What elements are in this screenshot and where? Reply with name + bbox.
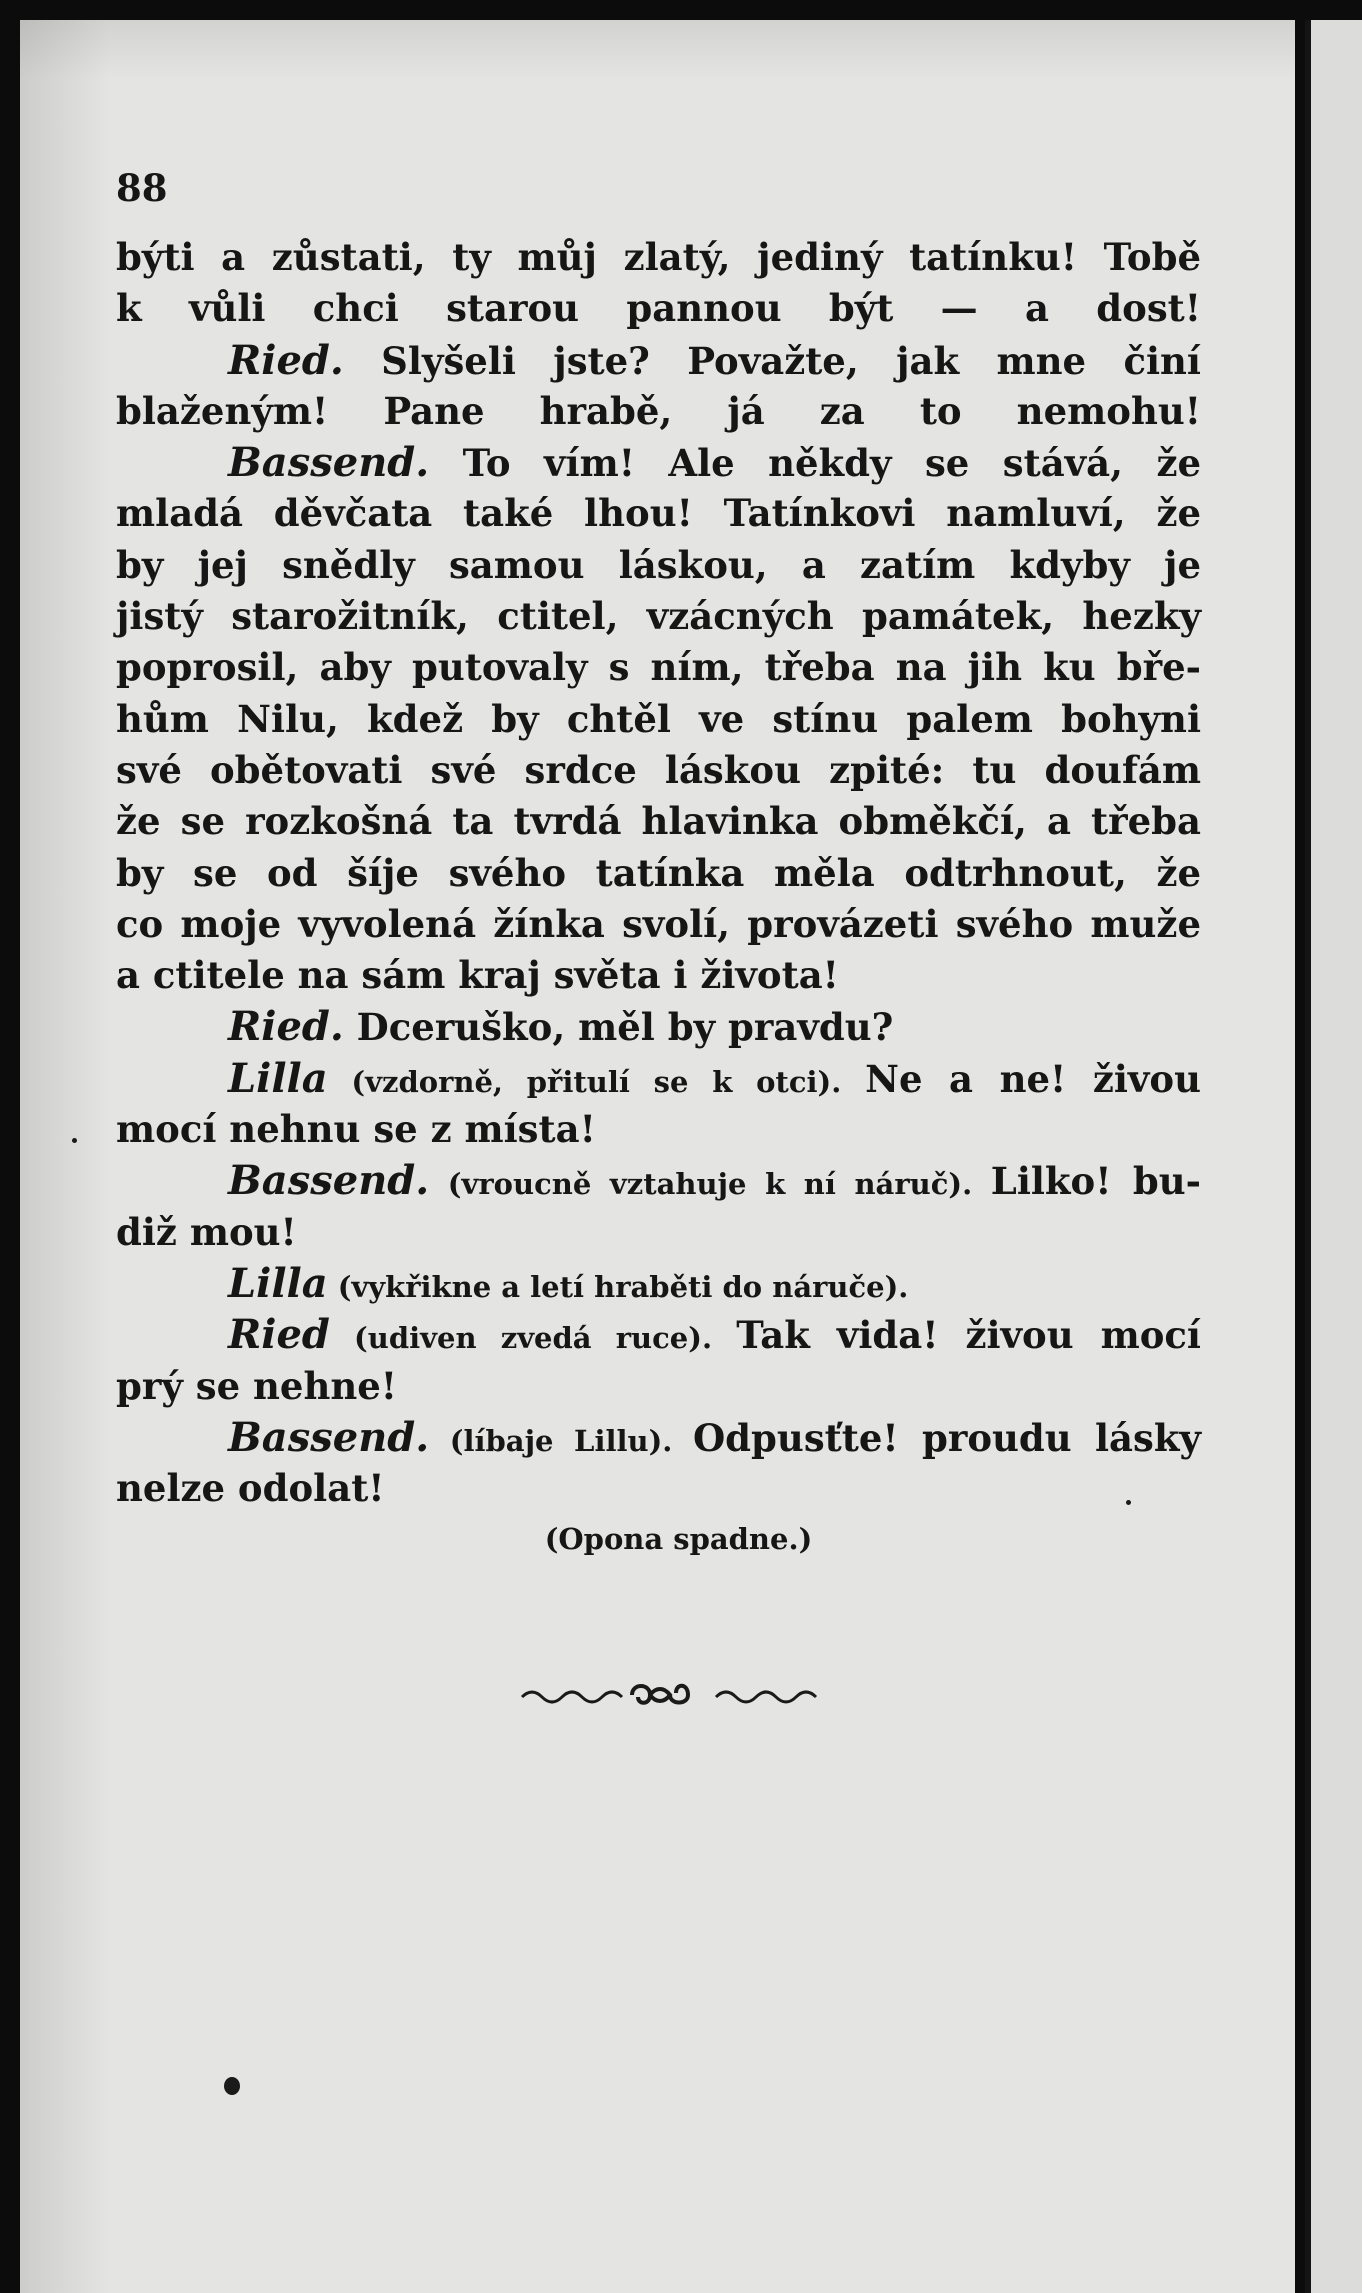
line-text: mocí nehnu se z místa! — [116, 1107, 596, 1152]
line-text: by se od šíje svého tatínka měla odtrhnout, že — [116, 850, 1201, 895]
speaker-name: Ried. — [228, 1003, 344, 1051]
text-line — [116, 1361, 1201, 1412]
text-line — [116, 1258, 1201, 1309]
text-line — [116, 1155, 1201, 1206]
text-line — [116, 386, 1201, 437]
stage-direction: (udiven zvedá ruce). — [329, 1321, 737, 1356]
text-line — [116, 1001, 1201, 1052]
text-line — [116, 1207, 1201, 1258]
play-text — [116, 232, 1201, 1566]
line-text: jistý starožitník, ctitel, vzácných památek, hezky — [116, 594, 1201, 639]
line-text: To vím! Ale někdy se stává, že — [429, 441, 1201, 486]
line-text: by jej snědly samou láskou, a zatím kdyby je — [116, 542, 1201, 587]
curtain-note — [116, 1514, 1201, 1565]
stage-direction: (líbaje Lillu). — [429, 1423, 693, 1458]
speaker-name: Lilla — [228, 1259, 328, 1307]
text-line — [116, 796, 1201, 847]
text-line — [116, 642, 1201, 693]
stage-direction: (Opona spadne.) — [544, 1522, 813, 1557]
text-line — [116, 1412, 1201, 1463]
line-text: diž mou! — [116, 1209, 297, 1254]
text-line — [116, 745, 1201, 796]
text-line — [116, 437, 1201, 488]
line-text: prý se nehne! — [116, 1363, 398, 1408]
end-ornament-icon — [520, 1675, 840, 1715]
text-line — [116, 694, 1201, 745]
line-text: Lilko! bu- — [990, 1159, 1201, 1204]
line-text: že se rozkošná ta tvrdá hlavinka obměkčí, a třeba — [116, 799, 1201, 844]
stage-direction: (vzdorně, přitulí se k otci). — [327, 1064, 866, 1099]
text-line — [116, 335, 1201, 386]
line-text: hům Nilu, kdež by chtěl ve stínu palem bohyni — [116, 696, 1201, 741]
ink-speck — [72, 1138, 77, 1143]
speaker-name: Lilla — [228, 1054, 328, 1102]
line-text: k vůli chci starou pannou být — a dost! — [116, 286, 1201, 331]
line-text: Dceruško, měl by pravdu? — [343, 1005, 894, 1050]
line-text: Slyšeli jste? Považte, jak mne činí — [343, 338, 1201, 383]
line-text: Odpusťte! proudu lásky — [692, 1415, 1201, 1460]
book-page — [20, 20, 1295, 2293]
line-text: a ctitele na sám kraj světa i života! — [116, 953, 839, 998]
text-line — [116, 232, 1201, 283]
text-line — [116, 1104, 1201, 1155]
text-line — [116, 591, 1201, 642]
line-text: Tak vida! živou mocí — [736, 1313, 1201, 1358]
speaker-name: Bassend. — [228, 1413, 430, 1461]
next-page-edge — [1305, 20, 1362, 2293]
line-text: býti a zůstati, ty můj zlatý, jediný tatínku! Tobě — [116, 235, 1201, 279]
line-text: mladá děvčata také lhou! Tatínkovi namluví, že — [116, 491, 1201, 536]
speaker-name: Bassend. — [228, 439, 430, 487]
ink-speck — [224, 2077, 240, 2095]
text-line — [116, 1309, 1201, 1360]
text-line — [116, 1463, 1201, 1514]
line-text: poprosil, aby putovaly s ním, třeba na jih ku bře- — [116, 645, 1201, 690]
line-text: Ne a ne! živou — [865, 1056, 1202, 1101]
text-line — [116, 283, 1201, 334]
speaker-name: Ried. — [228, 336, 344, 384]
stage-direction: (vroucně vztahuje k ní náruč). — [429, 1167, 991, 1202]
line-text: nelze odolat! — [116, 1466, 385, 1511]
line-text: co moje vyvolená žínka svolí, provázeti svého muže — [116, 901, 1201, 946]
top-edge-shadow — [20, 20, 1295, 80]
text-line — [116, 488, 1201, 539]
text-line — [116, 848, 1201, 899]
line-text: blaženým! Pane hrabě, já za to nemohu! — [116, 388, 1201, 433]
text-line — [116, 899, 1201, 950]
gutter-shadow — [20, 20, 110, 2293]
text-line — [116, 540, 1201, 591]
text-line — [116, 950, 1201, 1001]
page-number: 88 — [116, 166, 168, 210]
speaker-name: Bassend. — [228, 1157, 430, 1205]
speaker-name: Ried — [228, 1311, 330, 1359]
ink-speck — [1126, 1500, 1131, 1505]
stage-direction: (vykřikne a letí hraběti do náruče). — [327, 1269, 909, 1304]
line-text: své obětovati své srdce láskou zpité: tu doufám — [116, 747, 1201, 792]
text-line — [116, 1053, 1201, 1104]
